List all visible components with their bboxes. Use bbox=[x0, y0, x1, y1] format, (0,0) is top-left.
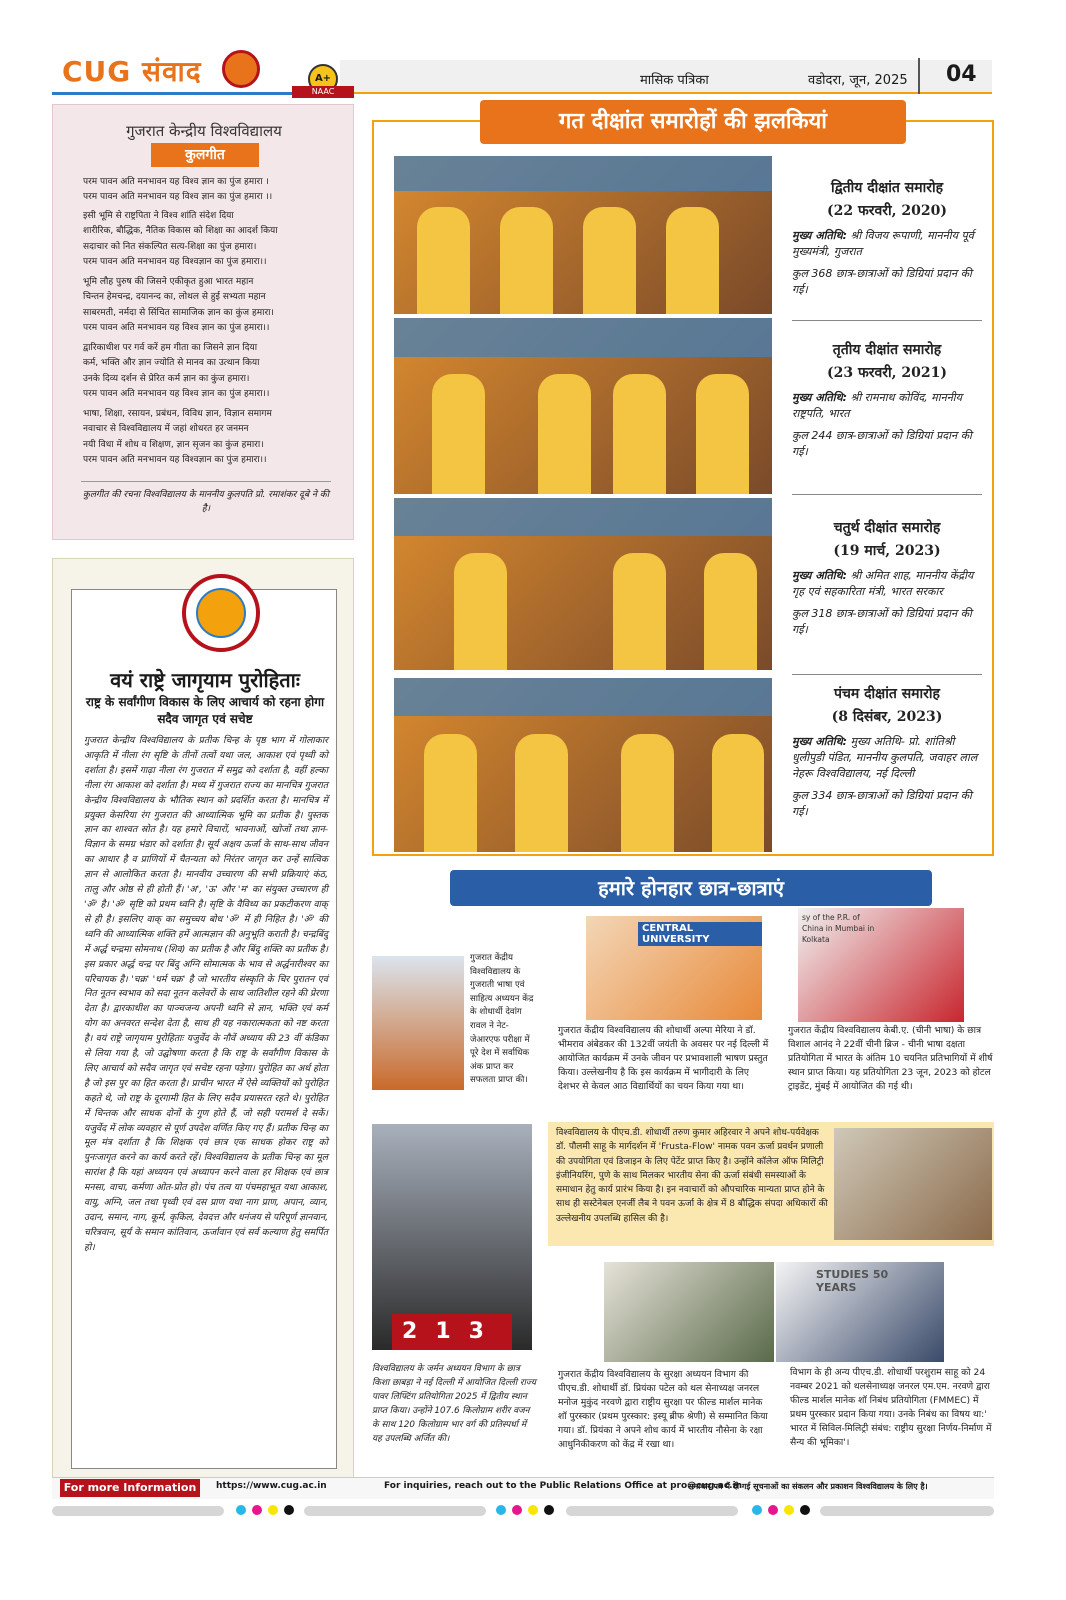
convocation-date: (8 दिसंबर, 2023) bbox=[831, 709, 943, 725]
convocation-title: द्वितीय दीक्षांत समारोह bbox=[830, 180, 944, 196]
registration-bar bbox=[820, 1506, 994, 1516]
student-photo bbox=[372, 1124, 532, 1350]
kulgeet-university: गुजरात केन्द्रीय विश्वविद्यालय bbox=[126, 122, 282, 140]
convocation-photo bbox=[394, 498, 772, 670]
convocation-photo bbox=[394, 156, 772, 314]
guest-name: मुख्य अतिथि- प्रो. शांतिश्री धुलीपुडी पंडित, माननीय कुलपति, जवाहर लाल नेहरू विश्वविद्यालय, नई दिल्ली bbox=[792, 735, 978, 780]
convocation-photo bbox=[394, 318, 772, 494]
emblem-article-body: गुजरात केन्द्रीय विश्वविद्यालय के प्रतीक चिन्ह के पृष्ठ भाग में गोलाकार आकृति में नीला रंग सृष्टि के तीनों तत्वों यथा जल, आकाश एवं पृथ्वी को दर्शाता है। इसमें गाढ़ा नीला रंग गुजरात में समुद्र को दर्शाता है, वहीं हल्का नीला रंग आकाश को दर्शाता है। मध्य में गुजरात राज्य का मानचित्र गुजरात केन्द्रीय विश्वविद्यालय के भौतिक स्थान को प्रदर्शित करता है। मानचित्र में प्रयुक्त केसरिया रंग गुजरात की आध्यात्मिक भूमि का प्रतीक है। पुस्तक ज्ञान का शाश्वत स्रोत है। यह हमारे विचारों, भावनाओं, खोजों तथा ज्ञान-विज्ञान के समग्र भंडार को दर्शाता है। सूर्य अक्षय ऊर्जा के साथ-साथ जीवन का आधार है व प्राणियों में चैतन्यता को निरंतर जागृत कर उन्हें सात्विक ज्ञान से आलोकित करता है। मानवीय उच्चारण की सभी प्रक्रियाएं कंठ, तालु और ओष्ठ से ही होती हैं। 'अ', 'ऊ' और 'म' का संयुक्त उच्चारण ही 'ॐ' है। 'ॐ' सृष्टि को प्रथम ध्वनि है। सृष्टि के वैविध्य का प्रकटीकरण वाक् से ही है। इसलिए वाक् का समुच्चय बोध 'ॐ' में ही निहित है। 'ॐ' की ध्वनि की आध्यात्मिक शक्ति हमें आत्मज्ञान की अनुभूति कराती है। चन्द्रबिंदु में अर्द्ध चन्द्रमा सोमनाथ (शिव) का प्रतीक है और बिंदु शक्ति का प्रतीक है। इस प्रकार अर्द्ध चन्द्र पर बिंदु अग्नि सोमात्मक के भाव से अर्द्धनारीश्वर का परिचायक है। 'चक्र' 'धर्म चक्र' है जो भारतीय संस्कृति के चिर पुरातन एवं नित नूतन स्वभाव को सदा नूतन कलेवरों के साथ जातिशील रहने की प्रेरणा देता है। द्वारकाधीश का पाञ्चजन्य अपनी ध्वनि से ज्ञान, भक्ति एवं कर्म योग का अनवरत सन्देश देता है, साथ ही यह नकारात्मकता को नष्ट करता है। वयं राष्ट्रे जागृयाम पुरोहिताः यजुर्वेद के नौवें अध्याय की 23 वीं कंडिका से लिया गया है, जो उद्घोषणा करता है कि राष्ट्र के सर्वांगीण विकास के लिए आचार्य को सदैव जागृत एवं सचेष्ट रहना पड़ेगा। पुरोहित का अर्थ होता है जो इस पुर का हित करता है। प्राचीन भारत में ऐसे व्यक्तियों को पुरोहित कहते थे, जो राष्ट्र के दूरगामी हित के लिए सदैव प्रयासरत रहते थे। पुरोहित में चिन्तक और साधक दोनों के गुण होते हैं, जो सही परामर्श दे सकें। यजुर्वेद में लोक व्यवहार से पूर्ण उपदेश वर्णित किए गए हैं। प्रतीक चिन्ह का मूल मंत्र दर्शाता है कि शिक्षक एवं छात्र एक साधक होकर राष्ट्र को पुनःजागृत करने का कार्य करते रहें। विश्वविद्यालय के प्रतीक चिन्ह का मूल सारांश है कि यहां अध्ययन एवं अध्यापन करने वाला हर शिक्षक एवं छात्र मनसा, वाचा, कर्मणा ओत-प्रोत हो। पंच तत्व या पंचमहाभूत यथा आकाश, वायु, अग्नि, जल तथा पृथ्वी एवं दस प्राण यथा नाग प्राण, अपान, व्यान, उदान, समान, नाग, कूर्म, कृकिल, देवदत्त और धनंजय से परिपूर्ण ज्ञानवान, चरित्रवान, सूर्य के समान कांतिवान, ऊर्जावान एवं सर्व कल्याण हेतु समर्पित हो। bbox=[84, 735, 328, 1253]
divider bbox=[792, 494, 982, 495]
degree-count: कुल 318 छात्र-छात्राओं को डिग्रियां प्रदान की गई। bbox=[792, 607, 972, 636]
student-caption: गुजरात केंद्रीय विश्वविद्यालय की शोधार्थी अल्पा मेरिया ने डॉ. भीमराव अंबेडकर की 132वीं जयंती के अवसर पर नई दिल्ली में आयोजित कार्यक्रम में उनके जीवन पर प्रभावशाली भाषण प्रस्तुत किया। उल्लेखनीय है कि इस कार्यक्रम में भागीदारी के लिए देशभर से केवल आठ विद्यार्थियों का चयन किया गया था। bbox=[558, 1025, 769, 1092]
black-dot-icon bbox=[544, 1505, 554, 1515]
student-caption: गुजरात केंद्रीय विश्वविद्यालय के सुरक्षा अध्ययन विभाग की पीएच.डी. शोधार्थी डॉ. प्रियंका पटेल को थल सेनाध्यक्ष जनरल मनोज मुकुंद नरवणे द्वारा राष्ट्रीय सुरक्षा पर फील्ड मार्शल मानेक शॉ पुरस्कार (प्रथम पुरस्कार: इस्यू ब्रीफ श्रेणी) से सम्मानित किया गया। डॉ. प्रियंका ने अपने शोध कार्य में भारतीय नौसेना के रक्षा आधुनिकीकरण को केंद्र में रखा था। bbox=[558, 1369, 768, 1450]
registration-bar bbox=[52, 1506, 224, 1516]
student-photo bbox=[798, 908, 964, 1022]
kulgeet-stanza: परम पावन अति मनभावन यह विश्व ज्ञान का पुंज हमारा । परम पावन अति मनभावन यह विश्व ज्ञान का पुंज हमारा ।। bbox=[83, 177, 273, 203]
masthead-logo: CUG संवाद bbox=[62, 55, 202, 88]
student-photo bbox=[776, 1262, 944, 1362]
yellow-dot-icon bbox=[784, 1505, 794, 1515]
yellow-dot-icon bbox=[528, 1505, 538, 1515]
black-dot-icon bbox=[284, 1505, 294, 1515]
header-divider bbox=[918, 58, 920, 94]
convocation-item bbox=[792, 684, 982, 820]
photo-banner-text: STUDIES 50 YEARS bbox=[816, 1268, 889, 1294]
registration-bar bbox=[304, 1506, 486, 1516]
guest-label: मुख्य अतिथि: bbox=[792, 391, 848, 404]
naac-badge bbox=[292, 64, 354, 100]
convocation-photo bbox=[394, 678, 772, 852]
publication-type: मासिक पत्रिका bbox=[640, 73, 709, 88]
student-caption: विश्वविद्यालय के पीएच.डी. शोधार्थी तरुण कुमार अहिरवार ने अपने शोध-पर्यवेक्षक डॉ. पौलमी साहू के मार्गदर्शन में 'Frusta-Flow' नामक पवन ऊर्जा प्रवर्धन प्रणाली की उपयोगिता एवं डिजाइन के लिए पेटेंट प्राप्त किए है। उन्होंने कॉलेज ऑफ मिलिट्री इंजीनियरिंग, पुणे के साथ मिलकर भारतीय सेना की ऊर्जा संबंधी समस्याओं के समाधान हेतु कार्य प्रारंभ किया है। इन नवाचारों को औपचारिक मान्यता प्राप्त होने के साथ ही सस्टेनेबल एनर्जी लैब ने पवन ऊर्जा के क्षेत्र में 8 बौद्धिक संपदा अधिकारों की उल्लेखनीय उपलब्धि हासिल की है। bbox=[556, 1128, 828, 1224]
kulgeet-credit: कुलगीत की रचना विश्वविद्यालय के माननीय कुलपति प्रो. रमाशंकर दूबे ने की है। bbox=[81, 481, 331, 516]
footer-url[interactable]: https://www.cug.ac.in bbox=[216, 1481, 327, 1491]
guest-name: श्री विजय रूपाणी, माननीय पूर्व मुख्यमंत्री, गुजरात bbox=[792, 229, 974, 258]
guest-name: श्री रामनाथ कोविंद, माननीय राष्ट्रपति, भारत bbox=[792, 391, 963, 420]
divider bbox=[792, 674, 982, 675]
student-photo bbox=[834, 1128, 992, 1240]
emblem-article-frame bbox=[71, 589, 337, 1469]
student-photo bbox=[604, 1262, 774, 1362]
convocation-item bbox=[792, 518, 982, 638]
guest-name: श्री अमित शाह, माननीय केंद्रीय गृह एवं सहकारिता मंत्री, भारत सरकार bbox=[792, 569, 974, 598]
emblem-article-subtitle: राष्ट्र के सर्वांगीण विकास के लिए आचार्य को रहना होगा सदैव जागृत एवं सचेष्ट bbox=[85, 695, 325, 726]
emblem-article-title: वयं राष्ट्रे जागृयाम पुरोहिताः bbox=[110, 668, 300, 692]
student-caption: गुजरात केंद्रीय विश्वविद्यालय के गुजराती भाषा एवं साहित्य अध्ययन केंद्र के शोधार्थी देवांग रावल ने नेट-जेआरएफ परीक्षा में पूरे देश में सर्वाधिक अंक प्राप्त कर सफलता प्राप्त की। bbox=[470, 953, 534, 1086]
convocation-item bbox=[792, 340, 982, 460]
podium-third: 3 bbox=[468, 1319, 502, 1344]
place-date: वडोदरा, जून, 2025 bbox=[808, 73, 908, 88]
cyan-dot-icon bbox=[752, 1505, 762, 1515]
photo-banner-text: CENTRAL UNIVERSITY bbox=[638, 922, 762, 946]
footer-note: समाचार पत्र में दी गई सूचनाओं का संकलन और प्रकाशन विश्वविद्यालय के लिए है। bbox=[688, 1482, 928, 1491]
students-banner: हमारे होनहार छात्र-छात्राएं bbox=[450, 870, 932, 906]
degree-count: कुल 368 छात्र-छात्राओं को डिग्रियां प्रदान की गई। bbox=[792, 267, 972, 296]
magenta-dot-icon bbox=[512, 1505, 522, 1515]
student-caption: विभाग के ही अन्य पीएच.डी. शोधार्थी परशुराम साहू को 24 नवम्बर 2021 को थलसेनाध्यक्ष जनरल एम.एम. नरवणे द्वारा फील्ड मार्शल मानेक शॉ निबंध प्रतियोगिता (FMMEC) में प्रथम पुरस्कार प्रदान किया गया। उनके निबंध का विषय था:' भारत में सिविल-मिलिट्री संबंध: राष्ट्रीय सुरक्षा निर्णय-निर्माण में सैन्य की भूमिका'। bbox=[790, 1367, 992, 1448]
naac-label: NAAC bbox=[292, 86, 354, 98]
university-emblem-icon bbox=[182, 574, 260, 652]
convocation-title: तृतीय दीक्षांत समारोह bbox=[832, 342, 942, 358]
convocation-title: पंचम दीक्षांत समारोह bbox=[834, 686, 940, 702]
emblem-article bbox=[52, 558, 354, 1480]
convocation-date: (19 मार्च, 2023) bbox=[833, 543, 941, 559]
divider bbox=[792, 320, 982, 321]
kulgeet-tag: कुलगीत bbox=[151, 143, 259, 167]
naac-grade: A+ bbox=[308, 64, 338, 94]
registration-bar bbox=[566, 1506, 738, 1516]
convocation-date: (22 फरवरी, 2020) bbox=[827, 203, 947, 219]
convocation-item bbox=[792, 178, 982, 298]
cyan-dot-icon bbox=[236, 1505, 246, 1515]
podium bbox=[392, 1314, 512, 1350]
magenta-dot-icon bbox=[252, 1505, 262, 1515]
convocation-title: चतुर्थ दीक्षांत समारोह bbox=[833, 520, 941, 536]
photo-banner-text: sy of the P.R. of China in Mumbai in Kolkata bbox=[802, 913, 875, 944]
student-caption: गुजरात केंद्रीय विश्वविद्यालय केबी.ए. (चीनी भाषा) के छात्र विशाल आनंद ने 22वीं चीनी ब्रिज - चीनी भाषा दक्षता प्रतियोगिता में भारत के अंतिम 10 चयनित प्रतिभागियों में शीर्ष स्थान प्राप्त किया। यह प्रतियोगिता 23 जून, 2023 को होटल ट्राइडेंट, मुंबई में आयोजित की गई थी। bbox=[788, 1025, 993, 1092]
convocation-banner: गत दीक्षांत समारोहों की झलकियां bbox=[480, 100, 906, 144]
degree-count: कुल 244 छात्र-छात्राओं को डिग्रियां प्रदान की गई। bbox=[792, 429, 972, 458]
footer-inquiry[interactable]: For inquiries, reach out to the Public Relations Office at pro@cug.ac.in bbox=[384, 1481, 743, 1491]
guest-label: मुख्य अतिथि: bbox=[792, 229, 848, 242]
yellow-dot-icon bbox=[268, 1505, 278, 1515]
student-photo bbox=[586, 916, 762, 1020]
page-number: 04 bbox=[946, 62, 977, 87]
podium-first: 1 bbox=[435, 1319, 469, 1344]
guest-label: मुख्य अतिथि: bbox=[792, 569, 848, 582]
kulgeet-box bbox=[52, 104, 354, 540]
guest-label: मुख्य अतिथि: bbox=[792, 735, 848, 748]
degree-count: कुल 334 छात्र-छात्राओं को डिग्रियां प्रदान की गई। bbox=[792, 789, 972, 818]
podium-second: 2 bbox=[402, 1319, 436, 1344]
black-dot-icon bbox=[800, 1505, 810, 1515]
kulgeet-stanza: द्वारिकाधीश पर गर्व करें हम गीता का जिसने ज्ञान दिया कर्म, भक्ति और ज्ञान ज्योति से मानव का उत्थान किया उनके दिव्य दर्शन से प्रेरित कर्म ज्ञान का कुंज हमारा। परम पावन अति मनभावन यह विश्व ज्ञान का पुंज हमारा।। bbox=[83, 343, 270, 400]
convocation-date: (23 फरवरी, 2021) bbox=[827, 365, 947, 381]
kulgeet-stanza: भाषा, शिक्षा, रसायन, प्रबंधन, विविध ज्ञान, विज्ञान समागम नवाचार से विश्वविद्यालय में जहां शोधरत हर जनमन नयी विधा में शोध व शिक्षण, ज्ञान सृजन का कुंज हमारा। परम पावन अति मनभावन यह विश्वज्ञान का पुंज हमारा।। bbox=[83, 409, 272, 466]
cyan-dot-icon bbox=[496, 1505, 506, 1515]
kulgeet-stanza: भूमि लौह पुरुष की जिसने एकीकृत हुआ भारत महान चिन्तन हेमचन्द्र, दयानन्द का, लोथल से हुई सभ्यता महान साबरमती, नर्मदा से सिंचित सामाजिक ज्ञान का कुंज हमारा। परम पावन अति मनभावन यह विश्व ज्ञान का पुंज हमारा।। bbox=[83, 277, 274, 334]
magenta-dot-icon bbox=[768, 1505, 778, 1515]
footer-info-label: For more Information bbox=[60, 1479, 200, 1497]
university-seal-icon bbox=[222, 50, 260, 88]
kulgeet-stanza: इसी भूमि से राष्ट्रपिता ने विश्व शांति संदेश दिया शारीरिक, बौद्धिक, नैतिक विकास को शिक्षा का आदर्श किया सदाचार को नित संकल्पित सत्य-शिक्षा का पुंज हमारा। परम पावन अति मनभावन यह विश्वज्ञान का पुंज हमारा।। bbox=[83, 211, 278, 268]
student-caption: विश्वविद्यालय के जर्मन अध्ययन विभाग के छात्र किशा छाबड़ा ने नई दिल्ली में आयोजित दिल्ली राज्य पावर लिफ्टिंग प्रतियोगिता 2025 में द्वितीय स्थान प्राप्त किया। उन्होंने 107.6 किलोग्राम शरीर वजन के साथ 120 किलोग्राम भार वर्ग की प्रतिस्पर्धा में यह उपलब्धि अर्जित की। bbox=[372, 1364, 536, 1444]
